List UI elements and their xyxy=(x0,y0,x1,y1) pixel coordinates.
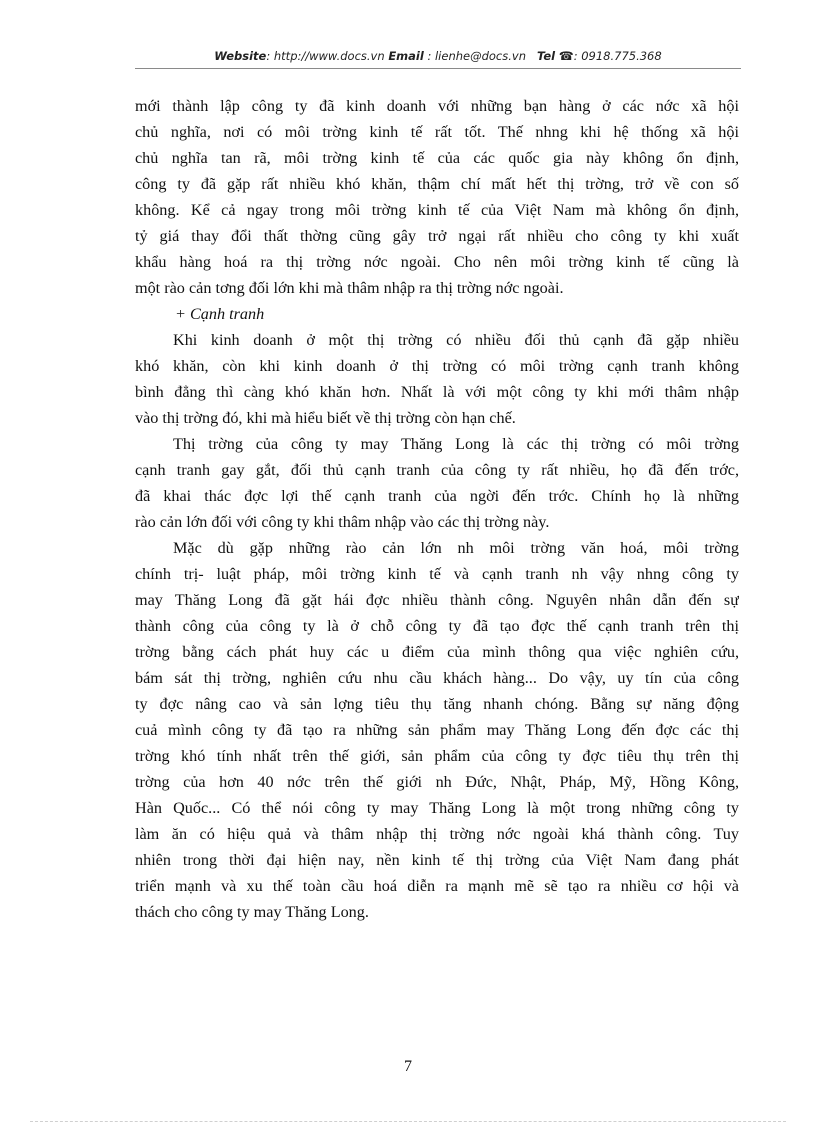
tel-value: : 0918.775.368 xyxy=(573,49,662,63)
text-line: ty đợc nâng cao và sản lợng tiêu thụ tăng nhanh chóng. Bằng sự năng động xyxy=(135,695,739,713)
text-line: nhiên trong thời đại hiện nay, nền kinh tế thị trờng của Việt Nam đang phát xyxy=(135,851,739,869)
text-line: rào cản lớn đối với công ty khi thâm nhập vào các thị trờng này. xyxy=(135,513,550,531)
text-line: cạnh tranh gay gắt, đối thủ cạnh tranh của công ty rất nhiều, họ đã đến trớc, xyxy=(135,461,739,479)
text-line: may Thăng Long đã gặt hái đợc nhiều thành công. Nguyên nhân dẫn đến sự xyxy=(135,591,739,609)
text-line: chủ nghĩa tan rã, môi trờng kinh tế của các quốc gia này không ổn định, xyxy=(135,149,739,167)
text-line: đã khai thác đợc lợi thế cạnh tranh của ngời đến trớc. Chính họ là những xyxy=(135,487,739,505)
text-line: vào thị trờng đó, khi mà hiểu biết về thị trờng còn hạn chế. xyxy=(135,409,516,427)
phone-icon: ☎ xyxy=(558,49,574,63)
website-label: Website xyxy=(214,49,267,63)
page-header xyxy=(135,46,741,69)
text-line: triển mạnh và xu thế toàn cầu hoá diễn ra mạnh mẽ sẽ tạo ra nhiều cơ hội và xyxy=(135,877,739,895)
page-number: 7 xyxy=(404,1058,412,1075)
paragraph-competition xyxy=(135,327,739,431)
text-line: trờng bằng cách phát huy các u điểm của mình thông qua việc nghiên cứu, xyxy=(135,643,739,661)
text-line: làm ăn có hiệu quả và thâm nhập thị trờng nớc ngoài khá thành công. Tuy xyxy=(135,825,739,843)
text-line: không. Kể cả ngay trong môi trờng kinh tế của Việt Nam mà không ổn định, xyxy=(135,201,739,219)
tel-label: Tel xyxy=(536,49,556,63)
paragraph-success xyxy=(135,535,739,925)
text-line: cuả mình công ty đã tạo ra những sản phẩm may Thăng Long đến đợc các thị xyxy=(135,721,739,739)
paragraph-thang-long-market xyxy=(135,431,739,535)
text-line: công ty đã gặp rất nhiều khó khăn, thậm chí mất hết thị trờng, trở về con số xyxy=(135,175,739,193)
text-line: chủ nghĩa, nơi có môi trờng kinh tế rất tốt. Thế nhng khi hệ thống xã hội xyxy=(135,123,739,141)
text-line: chính trị- luật pháp, môi trờng kinh tế và cạnh tranh nh vậy nhng công ty xyxy=(135,565,739,583)
text-line: bình đẳng thì càng khó khăn hơn. Nhất là với một công ty khi mới thâm nhập xyxy=(135,383,739,401)
text-line: khó khăn, còn khi kinh doanh ở thị trờng có môi trờng cạnh tranh không xyxy=(135,357,739,375)
text-line: tỷ giá thay đổi thất thờng cũng gây trở ngại rất nhiều cho công ty khi xuất xyxy=(135,227,739,245)
email-label: Email xyxy=(388,49,424,63)
text-line: một rào cản tơng đối lớn khi mà thâm nhập ra thị trờng nớc ngoài. xyxy=(135,279,564,297)
text-line: bám sát thị trờng, nghiên cứu nhu cầu khách hàng... Do vậy, uy tín của công xyxy=(135,669,739,687)
website-value: : http://www.docs.vn xyxy=(266,49,385,63)
text-line: trờng của hơn 40 nớc trên thế giới nh Đức, Nhật, Pháp, Mỹ, Hồng Kông, xyxy=(135,773,739,791)
section-subheading: + Cạnh tranh xyxy=(175,305,265,323)
text-line: Thị trờng của công ty may Thăng Long là các thị trờng có môi trờng xyxy=(173,435,739,453)
email-value: : lienhe@docs.vn xyxy=(423,49,526,63)
text-line: khẩu hàng hoá ra thị trờng nớc ngoài. Cho nên môi trờng kinh tế cũng là xyxy=(135,253,739,271)
text-line: thành công của công ty là ở chỗ công ty đã tạo đợc thế cạnh tranh trên thị xyxy=(135,617,739,635)
text-line: Mặc dù gặp những rào cản lớn nh môi trờng văn hoá, môi trờng xyxy=(173,539,739,557)
text-line: mới thành lập công ty đã kinh doanh với những bạn hàng ở các nớc xã hội xyxy=(135,97,739,115)
paragraph-market-environment xyxy=(135,93,739,301)
text-line: Hàn Quốc... Có thể nói công ty may Thăng Long là một trong những công ty xyxy=(135,799,739,817)
text-line: thách cho công ty may Thăng Long. xyxy=(135,903,369,921)
document-body xyxy=(135,93,739,925)
page-bottom-border xyxy=(30,1121,786,1122)
text-line: Khi kinh doanh ở một thị trờng có nhiều đối thủ cạnh đã gặp nhiều xyxy=(173,331,739,349)
text-line: trờng khó tính nhất trên thế giới, sản phẩm của công ty đợc tiêu thụ trên thị xyxy=(135,747,739,765)
